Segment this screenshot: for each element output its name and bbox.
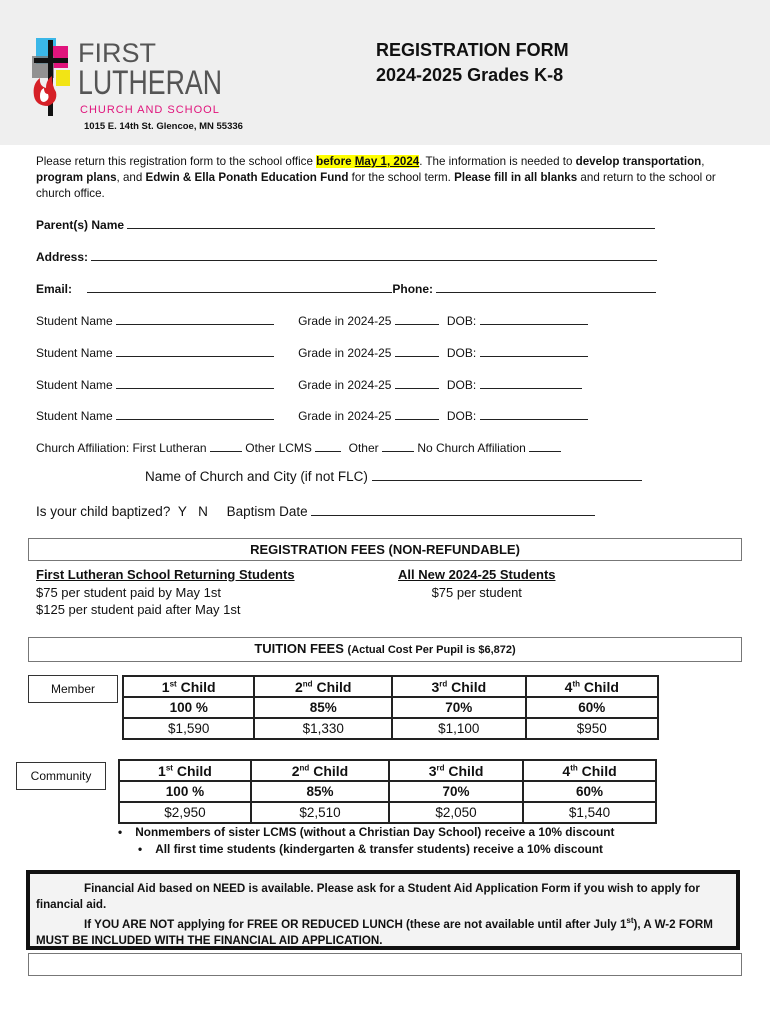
form-subtitle: 2024-2025 Grades K-8 <box>376 65 564 85</box>
registration-fees-heading: REGISTRATION FEES (NON-REFUNDABLE) <box>28 538 742 561</box>
school-address: 1015 E. 14th St. Glencoe, MN 55336 <box>84 121 243 132</box>
deadline-highlight: before May 1, 2024 <box>316 155 420 168</box>
w2-notice: If YOU ARE NOT applying for FREE OR REDUCED LUNCH (these are not available until after July 1st), A W-2 FORM MUST BE INCLUDED WITH THE FINANCIAL AID APPLICATION. <box>36 916 713 947</box>
member-label: Member <box>28 675 118 703</box>
church-logo <box>26 36 256 126</box>
student-row[interactable]: Student Name Grade in 2024-25 DOB: <box>36 346 588 360</box>
address-field[interactable]: Address: <box>36 250 657 264</box>
community-label: Community <box>16 762 106 790</box>
discount-bullet: • Nonmembers of sister LCMS (without a Christian Day School) receive a 10% discount <box>118 825 615 839</box>
member-tuition-table: 1st Child 2nd Child 3rd Child 4th Child 100 % 85% 70% 60% $1,590 $1,330 $1,100 $950 <box>122 675 659 740</box>
student-row[interactable]: Student Name Grade in 2024-25 DOB: <box>36 378 582 392</box>
student-row[interactable]: Student Name Grade in 2024-25 DOB: <box>36 314 588 328</box>
church-affiliation-row[interactable]: Church Affiliation: First Lutheran Other LCMS Other No Church Affiliation <box>36 441 561 455</box>
parents-name-field[interactable]: Parent(s) Name <box>36 218 655 232</box>
financial-aid-box <box>26 870 740 950</box>
discount-bullet: • All first time students (kindergarten & transfer students) receive a 10% discount <box>138 842 603 856</box>
new-students-block: All New 2024-25 Students $75 per student <box>398 567 556 600</box>
intro-paragraph: Please return this registration form to the school office before May 1, 2024. The information is needed to develop transportation, program plans, and Edwin & Ella Ponath Education Fund for the school term. Please fill in all blanks and return to the school or church office. <box>36 155 716 200</box>
email-field[interactable]: Email: Phone: <box>36 282 656 296</box>
logo-line1: FIRST <box>78 38 156 68</box>
church-city-field[interactable]: Name of Church and City (if not FLC) <box>145 469 642 484</box>
student-row[interactable]: Student Name Grade in 2024-25 DOB: <box>36 409 588 423</box>
logo-line2: LUTHERAN <box>78 64 222 102</box>
baptized-row[interactable]: Is your child baptized? Y N Baptism Date <box>36 504 595 519</box>
yes-option: Y <box>177 504 187 519</box>
no-option: N <box>198 504 208 519</box>
phone-field: Phone: <box>392 282 434 296</box>
financial-aid-text: Financial Aid based on NEED is available. Please ask for a Student Aid Application Form if you wish to apply for financial aid. <box>36 882 700 911</box>
returning-students-block: First Lutheran School Returning Students $75 per student paid by May 1st $125 per student paid after May 1st <box>36 567 295 617</box>
form-title-block <box>376 38 569 88</box>
blank-box <box>28 953 742 976</box>
tuition-fees-heading: TUITION FEES (Actual Cost Per Pupil is $6,872) <box>28 637 742 662</box>
community-tuition-table: 1st Child 2nd Child 3rd Child 4th Child 100 % 85% 70% 60% $2,950 $2,510 $2,050 $1,540 <box>118 759 657 824</box>
logo-subline: CHURCH AND SCHOOL <box>80 104 220 116</box>
header-band <box>0 0 770 145</box>
form-title: REGISTRATION FORM <box>376 40 569 60</box>
